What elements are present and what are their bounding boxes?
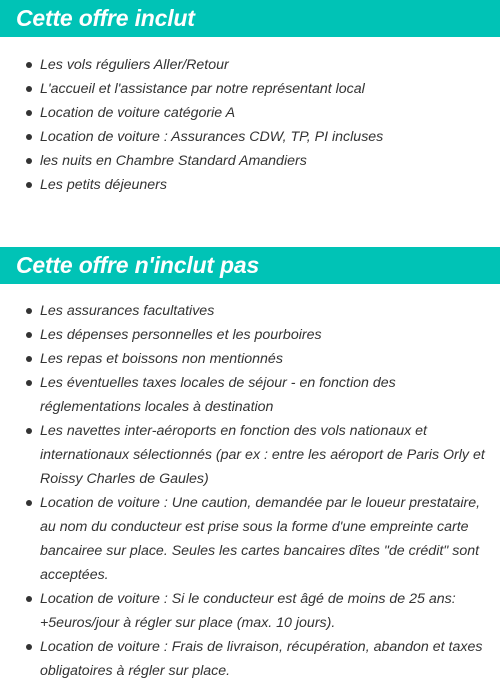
excludes-title: Cette offre n'inclut pas (0, 247, 500, 284)
includes-title: Cette offre inclut (0, 0, 500, 37)
list-item-text: Les navettes inter-aéroports en fonction des vols nationaux et internationaux sélectionnés (par ex : entre les aéroport de Paris Orly et Roissy Charles de Gaules) (40, 423, 485, 487)
list-item-text: Location de voiture : Assurances CDW, TP, PI incluses (40, 129, 384, 145)
list-item-text: L'accueil et l'assistance par notre représentant local (40, 81, 365, 97)
bullet-icon (26, 428, 32, 434)
list-item-text: Location de voiture : Frais de livraison, récupération, abandon et taxes obligatoires à régler sur place. (40, 639, 483, 679)
list-item (0, 299, 500, 323)
list-item (0, 347, 500, 371)
bullet-icon (26, 644, 32, 650)
bullet-icon (26, 356, 32, 362)
list-item (0, 125, 500, 149)
list-item-text: Les assurances facultatives (40, 303, 215, 319)
list-item-text: Les vols réguliers Aller/Retour (40, 57, 229, 73)
bullet-icon (26, 134, 32, 140)
list-item (0, 587, 500, 635)
list-item-text: Les petits déjeuners (40, 177, 167, 193)
bullet-icon (26, 110, 32, 116)
bullet-icon (26, 308, 32, 314)
list-item (0, 371, 500, 419)
includes-section (0, 0, 500, 197)
list-item (0, 173, 500, 197)
bullet-icon (26, 380, 32, 386)
bullet-icon (26, 62, 32, 68)
list-item-text: les nuits en Chambre Standard Amandiers (40, 153, 307, 169)
list-item-text: Les repas et boissons non mentionnés (40, 351, 283, 367)
list-item (0, 635, 500, 683)
list-item-text: Location de voiture : Si le conducteur est âgé de moins de 25 ans: +5euros/jour à régler sur place (max. 10 jours). (40, 591, 456, 631)
excludes-section (0, 247, 500, 683)
list-item-text: Location de voiture : Une caution, demandée par le loueur prestataire, au nom du conducteur est prise sous la forme d'une empreinte carte bancairee sur place. Seules les cartes bancaires dîtes "de crédit" sont acceptées. (40, 495, 481, 583)
list-item-text: Les éventuelles taxes locales de séjour - en fonction des réglementations locales à destination (40, 375, 396, 415)
includes-list (0, 37, 500, 197)
bullet-icon (26, 332, 32, 338)
list-item (0, 323, 500, 347)
list-item (0, 101, 500, 125)
list-item (0, 491, 500, 587)
list-item (0, 77, 500, 101)
bullet-icon (26, 158, 32, 164)
list-item-text: Location de voiture catégorie A (40, 105, 236, 121)
bullet-icon (26, 86, 32, 92)
section-spacer (0, 197, 500, 247)
bullet-icon (26, 182, 32, 188)
bullet-icon (26, 596, 32, 602)
list-item (0, 419, 500, 491)
list-item-text: Les dépenses personnelles et les pourboires (40, 327, 322, 343)
excludes-list (0, 284, 500, 683)
list-item (0, 149, 500, 173)
list-item (0, 53, 500, 77)
bullet-icon (26, 500, 32, 506)
